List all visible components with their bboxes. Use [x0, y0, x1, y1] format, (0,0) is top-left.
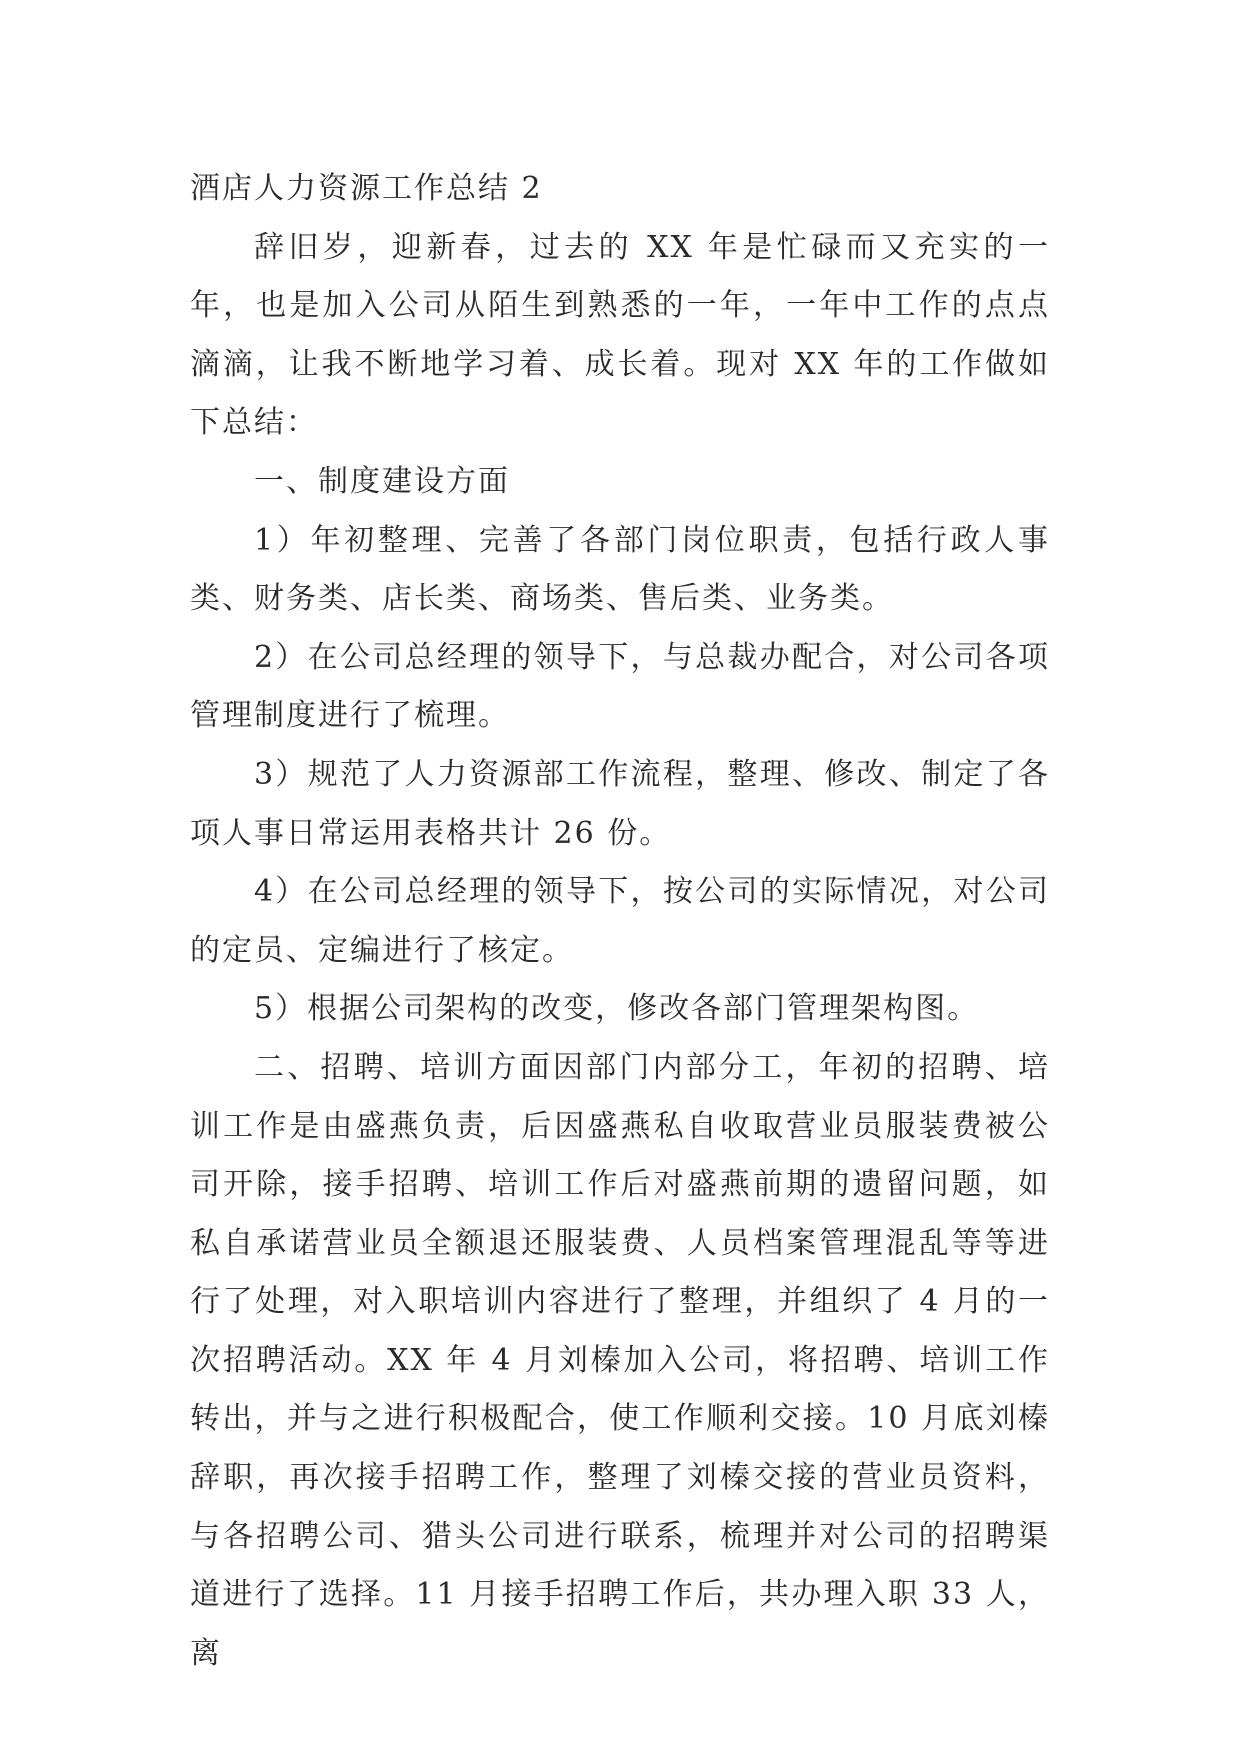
paragraph-item-4: 4）在公司总经理的领导下，按公司的实际情况，对公司的定员、定编进行了核定。 — [190, 874, 1050, 968]
paragraph-item-3: 3）规范了人力资源部工作流程，整理、修改、制定了各项人事日常运用表格共计 26 份。 — [190, 756, 1050, 851]
document-body — [190, 160, 1050, 1683]
document-title: 酒店人力资源工作总结 2 — [190, 171, 543, 206]
paragraph-item-2: 2）在公司总经理的领导下，与总裁办配合，对公司各项管理制度进行了梳理。 — [190, 639, 1050, 734]
paragraph-recruitment-training: 二、招聘、培训方面因部门内部分工，年初的招聘、培训工作是由盛燕负责，后因盛燕私自收取营业员服装费被公司开除，接手招聘、培训工作后对盛燕前期的遗留问题，如私自承诺营业员全额退还服装费、人员档案管理混乱等等进行了处理，对入职培训内容进行了整理，并组织了 4 月的一次招聘活动。XX 年 4 月刘榛加入公司，将招聘、培训工作转出，并与之进行积极配合，使工作顺利交接。10 月底刘榛辞职，再次接手招聘工作，整理了刘榛交接的营业员资料，与各招聘公司、猎头公司进行联系，梳理并对公司的招聘渠道进行了选择。11 月接手招聘工作后，共办理入职 33 人，离 — [190, 1049, 1050, 1671]
paragraph-item-5: 5）根据公司架构的改变，修改各部门管理架构图。 — [254, 991, 980, 1027]
paragraph-item-1: 1）年初整理、完善了各部门岗位职责，包括行政人事类、财务类、店长类、商场类、售后类、业务类。 — [190, 522, 1050, 617]
paragraph-intro: 辞旧岁，迎新春，过去的 XX 年是忙碌而又充实的一年，也是加入公司从陌生到熟悉的一年，一年中工作的点点滴滴，让我不断地学习着、成长着。现对 XX 年的工作做如下总结： — [190, 229, 1050, 441]
section-heading-system-building: 一、制度建设方面 — [254, 463, 510, 499]
